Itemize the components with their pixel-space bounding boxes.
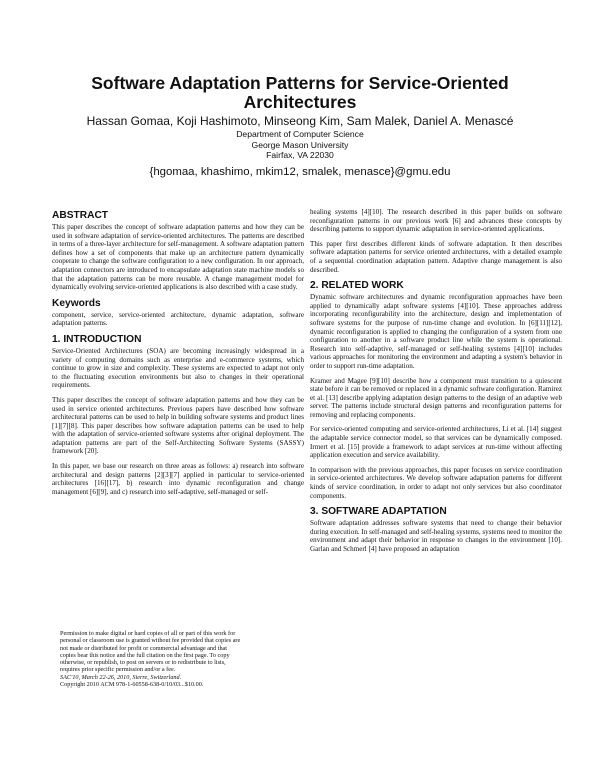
right-column — [310, 208, 562, 560]
introduction-paragraph-4: healing systems [4][10]. The research described in this paper builds on software reconfiguration patterns in our previous work [6] and advances these concepts by describing patterns to support dynamic adaptation in service-oriented applications. — [310, 208, 562, 234]
affiliation — [40, 129, 560, 161]
related-work-heading: 2. RELATED WORK — [310, 280, 404, 292]
related-work-paragraph-1: Dynamic software architectures and dynamic reconfiguration approaches have been applied to dynamically adapt software systems [4][10]. These approaches address incorporating reconfigurability into the architecture, design and implementation of software systems for the purpose of run-time change and evolution. In [6][11][12], dynamic reconfiguration is applied to changing the configuration of a system from one configuration to another in a software product line while the system is operational. Research into self-adaptive, self-managed or self-healing systems [4][10] includes various approaches for monitoring the environment and adapting a system's behavior in order to support run-time adaptation. — [310, 293, 562, 370]
keywords-heading: Keywords — [52, 297, 101, 309]
abstract-heading: ABSTRACT — [52, 210, 109, 221]
introduction-paragraph-1: Service-Oriented Architectures (SOA) are becoming increasingly widespread in a variety of computing domains such as enterprise and e-commerce systems, which continue to grow in size and complexity. These systems are expected to adapt not only to the fluctuating execution environments but also to changes in their operational requirements. — [52, 346, 304, 390]
affiliation-city: Fairfax, VA 22030 — [266, 150, 334, 161]
author-emails: {hgomaa, khashimo, mkim12, smalek, menasce}@gmu.edu — [149, 166, 451, 178]
introduction-paragraph-2: This paper describes the concept of software adaptation patterns and how they can be used in service oriented architectures. Previous papers have described how software architectural patterns can be used to help in building software systems and product lines [1][7][8]. This paper describes how software adaptation patterns can be used to help with the adaptation of service-oriented software systems after original deployment. The adaptation patterns are part of the Self-Architecting Software Systems (SASSY) framework [20]. — [52, 395, 304, 456]
keywords-text: component, service, service-oriented architecture, dynamic adaptation, software adaptation patterns. — [52, 310, 304, 328]
copyright-line: requires prior specific permission and/or a fee. — [60, 666, 176, 674]
copyright-line: not made or distributed for profit or commercial advantage and that — [60, 644, 228, 652]
affiliation-university: George Mason University — [251, 139, 349, 150]
software-adaptation-paragraph-1: Software adaptation addresses software systems that need to change their behavior during execution. In self-managed and self-healing systems, systems need to monitor the environment and adapt their behavior in response to changes in the environment [10]. Garlan and Schmerl [4] have proposed an adaptation — [310, 519, 562, 553]
related-work-paragraph-4: In comparison with the previous approaches, this paper focuses on service coordination in service-oriented architectures. We develop software adaptation patterns for different kinds of service coordination, in order to adapt not only services but also coordinator components. — [310, 465, 562, 500]
title-line-1: Software Adaptation Patterns for Service-Oriented — [91, 73, 509, 93]
left-column — [52, 210, 304, 502]
copyright-line: Copyright 2010 ACM 978-1-60558-638-0/10/03...$10.00. — [60, 681, 204, 689]
copyright-notice — [60, 630, 292, 688]
copyright-line: personal or classroom use is granted without fee provided that copies are — [60, 637, 241, 645]
author-list: Hassan Gomaa, Koji Hashimoto, Minseong Kim, Sam Malek, Daniel A. Menascé — [86, 114, 514, 128]
conference-line: SAC'10, March 22-26, 2010, Sierre, Switzerland. — [60, 673, 182, 681]
copyright-line: Permission to make digital or hard copies of all or part of this work for — [60, 630, 236, 637]
title-line-2: Architectures — [243, 92, 357, 112]
abstract-text: This paper describes the concept of software adaptation patterns and how they can be used in software adaptation of service-oriented architectures. The patterns are described in terms of a three-layer architecture for self-management. A software adaptation pattern defines how a set of components that make up an architecture pattern dynamically cooperate to change the software configuration to a new configuration. In our approach, adaptation connectors are introduced to encapsulate adaptation state machine models so that the adaptation patterns can be more reusable. A change management model for dynamically evolving service-oriented applications is also described with a case study. — [52, 223, 304, 292]
introduction-paragraph-3: In this paper, we base our research on three areas as follows: a) research into software architectural and design patterns [2][3][7] applied in particular to service-oriented architectures [16][17], b) research into dynamic reconfiguration and change management [6][9], and c) research into self-adaptive, self-managed or self- — [52, 462, 304, 496]
copyright-line: otherwise, or republish, to post on servers or to redistribute to lists, — [60, 659, 226, 667]
paper-title — [40, 74, 560, 112]
introduction-heading: 1. INTRODUCTION — [52, 333, 142, 345]
copyright-line: copies bear this notice and the full citation on the first page. To copy — [60, 651, 230, 659]
software-adaptation-heading: 3. SOFTWARE ADAPTATION — [310, 506, 447, 518]
affiliation-department: Department of Computer Science — [236, 129, 364, 139]
introduction-paragraph-5: This paper first describes different kinds of software adaptation. It then describes software adaptation patterns for service oriented architectures, with a detailed example of a sequential coordination adaptation pattern. Adaptive change management is also described. — [310, 239, 562, 274]
related-work-paragraph-3: For service-oriented computing and service-oriented architectures, Li et al. [14] suggest the adaptable service connector model, so that services can be dynamically composed. Irmert et al. [15] provide a framework to adapt services at run-time without affecting application execution and service availability. — [310, 425, 562, 460]
related-work-paragraph-2: Kramer and Magee [9][10] describe how a component must transition to a quiescent state before it can be removed or replaced in a dynamic software configuration. Ramirez et al. [13] describe applying adaptation design patterns to the design of an adaptive web server. The patterns include structural design patterns and reconfiguration patterns for removing and replacing components. — [310, 376, 562, 419]
